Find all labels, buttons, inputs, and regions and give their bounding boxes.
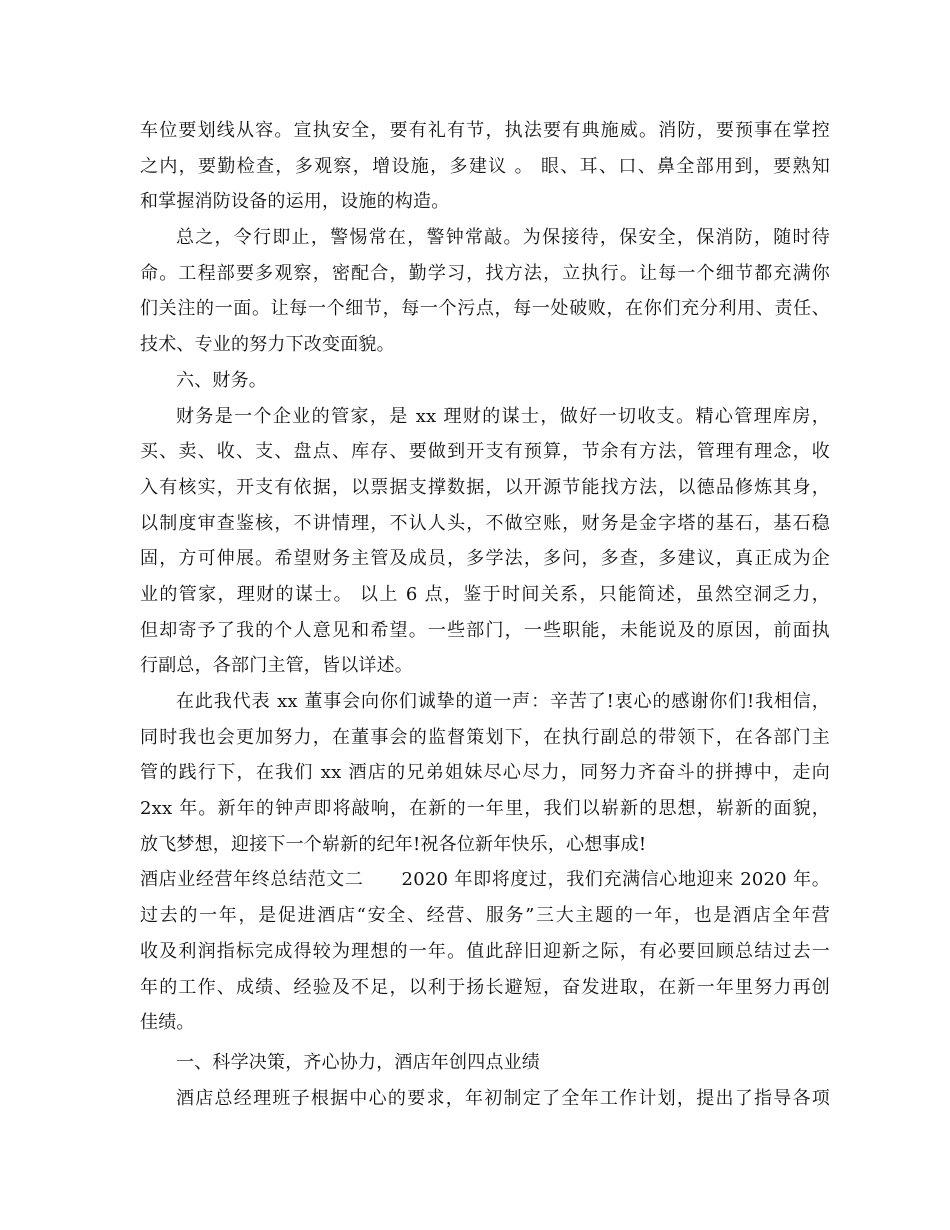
section-heading: 六、财务。	[176, 369, 267, 391]
document-body	[140, 113, 830, 1116]
text-line: 管的践行下，在我们 xx 酒店的兄弟姐妹尽心尽力，同努力齐奋斗的拼搏中，走向	[140, 762, 830, 784]
text-line: 酒店业经营年终总结范文二 2020 年即将度过，我们充满信心地迎来 2020 年。	[140, 869, 830, 891]
text-line: 入有核实，开支有依据，以票据支撑数据，以开源节能找方法，以德品修炼其身，	[140, 476, 830, 498]
text-line: 车位要划线从容。宣执安全，要有礼有节，执法要有典施威。消防，要预事在掌控	[140, 120, 830, 141]
text-line: 总之，令行即止，警惕常在，警钟常敲。为保接待，保安全，保消防，随时待	[176, 227, 830, 249]
text-line: 2xx 年。新年的钟声即将敲响，在新的一年里，我们以崭新的思想，崭新的面貌，	[140, 798, 830, 820]
text-line: 固，方可伸展。希望财务主管及成员，多学法，多问，多查，多建议，真正成为企	[140, 548, 830, 570]
text-line: 以制度审查鉴核，不讲情理，不认人头，不做空账，财务是金字塔的基石，基石稳	[140, 512, 830, 534]
text-line: 买、卖、收、支、盘点、库存、要做到开支有预算，节余有方法，管理有理念，收	[140, 441, 830, 463]
text-line: 年的工作、成绩、经验及不足，以利于扬长避短，奋发进取，在新一年里努力再创	[140, 976, 830, 998]
text-line: 在此我代表 xx 董事会向你们诚挚的道一声：辛苦了!衷心的感谢你们!我相信，	[176, 691, 830, 712]
text-line: 命。工程部要多观察，密配合，勤学习，找方法，立执行。让每一个细节都充满你	[140, 262, 830, 284]
text-line: 财务是一个企业的管家，是 xx 理财的谋士，做好一切收支。精心管理库房，	[176, 405, 830, 427]
text-line: 行副总，各部门主管，皆以详述。	[140, 655, 413, 677]
text-line: 过去的一年，是促进酒店“安全、经营、服务”三大主题的一年，也是酒店全年营	[140, 905, 830, 927]
text-line: 酒店总经理班子根据中心的要求，年初制定了全年工作计划，提出了指导各项	[176, 1087, 830, 1109]
text-line: 们关注的一面。让每一个细节，每一个污点，每一处破败，在你们充分利用、责任、	[140, 298, 830, 320]
text-line: 业的管家，理财的谋士。 以上 6 点，鉴于时间关系，只能简述，虽然空洞乏力，	[140, 583, 830, 605]
text-line: 和掌握消防设备的运用，设施的构造。	[140, 191, 450, 213]
text-line: 技术、专业的努力下改变面貌。	[140, 334, 395, 356]
text-line: 但却寄予了我的个人意见和希望。一些部门，一些职能，未能说及的原因，前面执	[140, 619, 830, 641]
text-line: 之内，要勤检查，多观察，增设施，多建议 。 眼、耳、口、鼻全部用到，要熟知	[140, 155, 830, 177]
text-line: 收及利润指标完成得较为理想的一年。值此辞旧迎新之际，有必要回顾总结过去一	[140, 940, 830, 962]
text-line: 放飞梦想，迎接下一个崭新的纪年!祝各位新年快乐，心想事成!	[140, 833, 647, 855]
section-heading: 一、科学决策，齐心协力，酒店年创四点业绩	[176, 1051, 540, 1073]
text-line: 佳绩。	[140, 1012, 195, 1034]
text-line: 同时我也会更加努力，在董事会的监督策划下，在执行副总的带领下，在各部门主	[140, 726, 830, 748]
